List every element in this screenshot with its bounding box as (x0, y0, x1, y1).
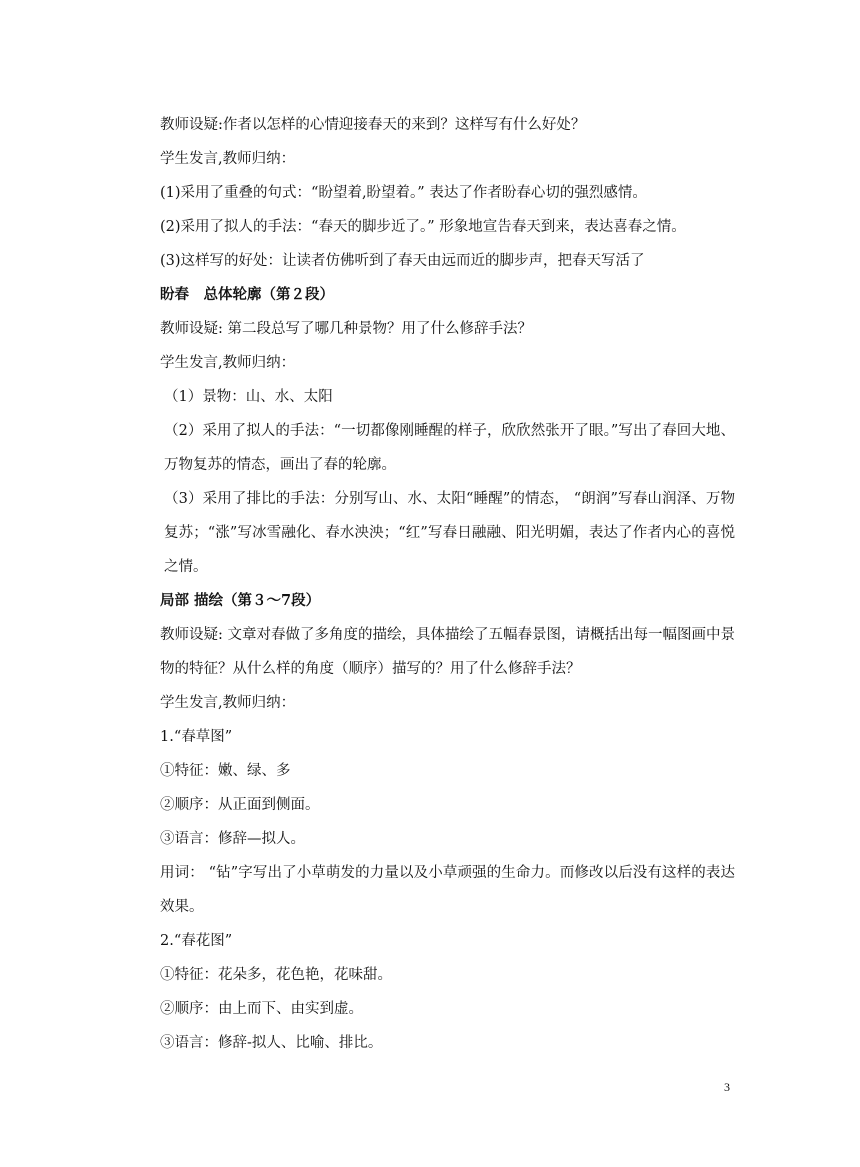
paragraph-flower-feature: ①特征：花朵多，花色艳，花味甜。 (160, 967, 392, 983)
paragraph-parallelism: （3）采用了排比的手法：分别写山、水、太阳“睡醒”的情态， “朗润”写春山润泽、万物复苏；“涨”写冰雪融化、春水泱泱；“红”写春日融融、阳光明媚，表达了作者内心的喜悦之情。 (164, 491, 735, 575)
paragraph-student-summary-2: 学生发言,教师归纳： (160, 355, 296, 371)
paragraph-point-1: (1)采用了重叠的句式：“盼望着,盼望着。” 表达了作者盼春心切的强烈感情。 (160, 185, 647, 201)
paragraph-teacher-question-2: 教师设疑: 第二段总写了哪几种景物？用了什么修辞手法？ (160, 321, 532, 337)
paragraph-scenery-list: （1）景物：山、水、太阳 (164, 389, 333, 405)
paragraph-flower-order: ②顺序：由上而下、由实到虚。 (160, 1001, 363, 1017)
paragraph-point-2: (2)采用了拟人的手法：“春天的脚步近了。” 形象地宣告春天到来，表达喜春之情。 (160, 219, 686, 235)
paragraph-grass-feature: ①特征：嫩、绿、多 (160, 763, 291, 779)
section-heading-overall-outline: 盼春 总体轮廓（第２段） (160, 286, 334, 303)
paragraph-student-summary-3: 学生发言,教师归纳： (160, 695, 296, 711)
document-body (130, 108, 735, 1060)
paragraph-spring-flower-title: 2.“春花图” (160, 933, 233, 949)
paragraph-personification: （2）采用了拟人的手法：“一切都像刚睡醒的样子，欣欣然张开了眼。”写出了春回大地、万物复苏的情态，画出了春的轮廓。 (164, 423, 735, 473)
paragraph-student-summary-1: 学生发言,教师归纳： (160, 151, 296, 167)
page-number: 3 (724, 1080, 730, 1094)
paragraph-point-3: (3)这样写的好处：让读者仿佛听到了春天由远而近的脚步声，把春天写活了 (160, 253, 645, 269)
paragraph-teacher-question-3: 教师设疑: 文章对春做了多角度的描绘，具体描绘了五幅春景图，请概括出每一幅图画中景物的特征？从什么样的角度（顺序）描写的？用了什么修辞手法？ (160, 627, 735, 677)
paragraph-spring-grass-title: 1.“春草图” (160, 729, 233, 745)
paragraph-grass-language: ③语言：修辞—拟人。 (160, 831, 305, 847)
paragraph-grass-word-choice: 用词： “钻”字写出了小草萌发的力量以及小草顽强的生命力。而修改以后没有这样的表达效果。 (160, 865, 735, 915)
section-heading-local-description: 局部 描绘（第３～7段） (160, 592, 321, 609)
paragraph-flower-language: ③语言：修辞-拟人、比喻、排比。 (160, 1035, 383, 1051)
paragraph-teacher-question-1: 教师设疑:作者以怎样的心情迎接春天的来到？这样写有什么好处？ (160, 117, 586, 133)
paragraph-grass-order: ②顺序：从正面到侧面。 (160, 797, 320, 813)
